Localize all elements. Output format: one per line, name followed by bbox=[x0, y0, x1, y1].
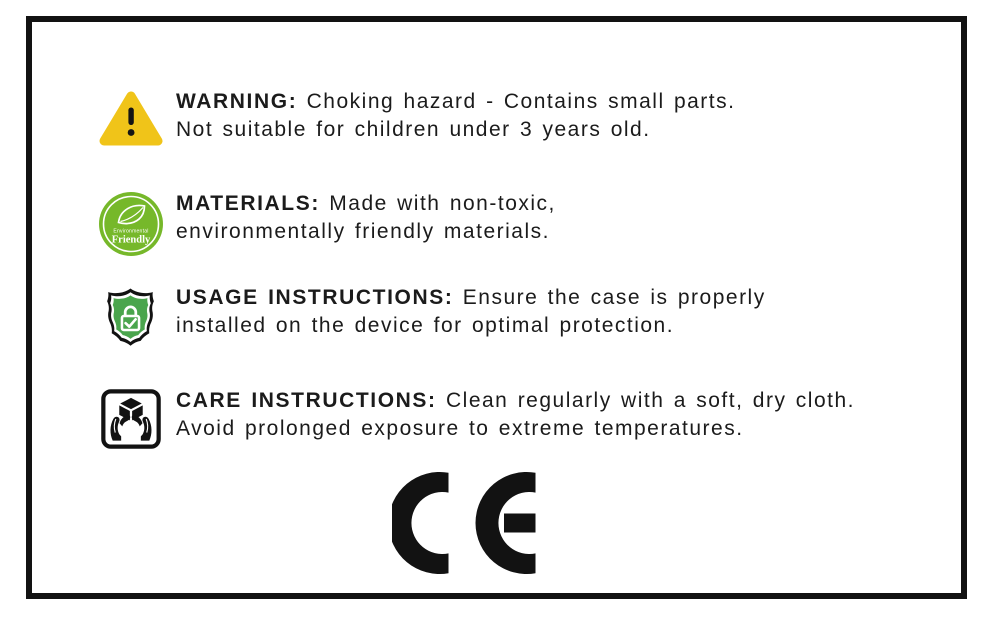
warning-triangle-icon bbox=[98, 90, 163, 148]
warning-text bbox=[176, 88, 735, 144]
care-text bbox=[176, 387, 855, 443]
usage-text bbox=[176, 284, 766, 340]
ce-letter-c bbox=[392, 472, 449, 574]
materials-line-2: environmentally friendly materials. bbox=[176, 220, 550, 243]
eco-friendly-badge-icon bbox=[98, 192, 163, 256]
materials-text bbox=[176, 190, 556, 246]
materials-line-1: MATERIALS: Made with non-toxic, bbox=[176, 192, 556, 215]
care-row bbox=[98, 387, 855, 449]
eco-badge-text-large: Friendly bbox=[111, 234, 150, 246]
handle-with-care-icon bbox=[98, 389, 163, 449]
usage-line-1: USAGE INSTRUCTIONS: Ensure the case is properly bbox=[176, 286, 766, 309]
eco-badge-text-small: Environmental bbox=[112, 228, 149, 235]
warning-line-1: WARNING: Choking hazard - Contains small parts. bbox=[176, 90, 736, 113]
materials-row bbox=[98, 190, 556, 256]
ce-certification-mark bbox=[392, 472, 536, 574]
warning-row bbox=[98, 88, 735, 148]
usage-line-2: installed on the device for optimal protection. bbox=[176, 314, 675, 337]
shield-lock-icon bbox=[98, 286, 163, 350]
care-line-2: Avoid prolonged exposure to extreme temperatures. bbox=[176, 417, 744, 440]
warning-line-2: Not suitable for children under 3 years old. bbox=[176, 118, 651, 141]
usage-row bbox=[98, 284, 766, 350]
ce-letter-e bbox=[476, 472, 536, 574]
care-line-1: CARE INSTRUCTIONS: Clean regularly with a soft, dry cloth. bbox=[176, 389, 855, 412]
